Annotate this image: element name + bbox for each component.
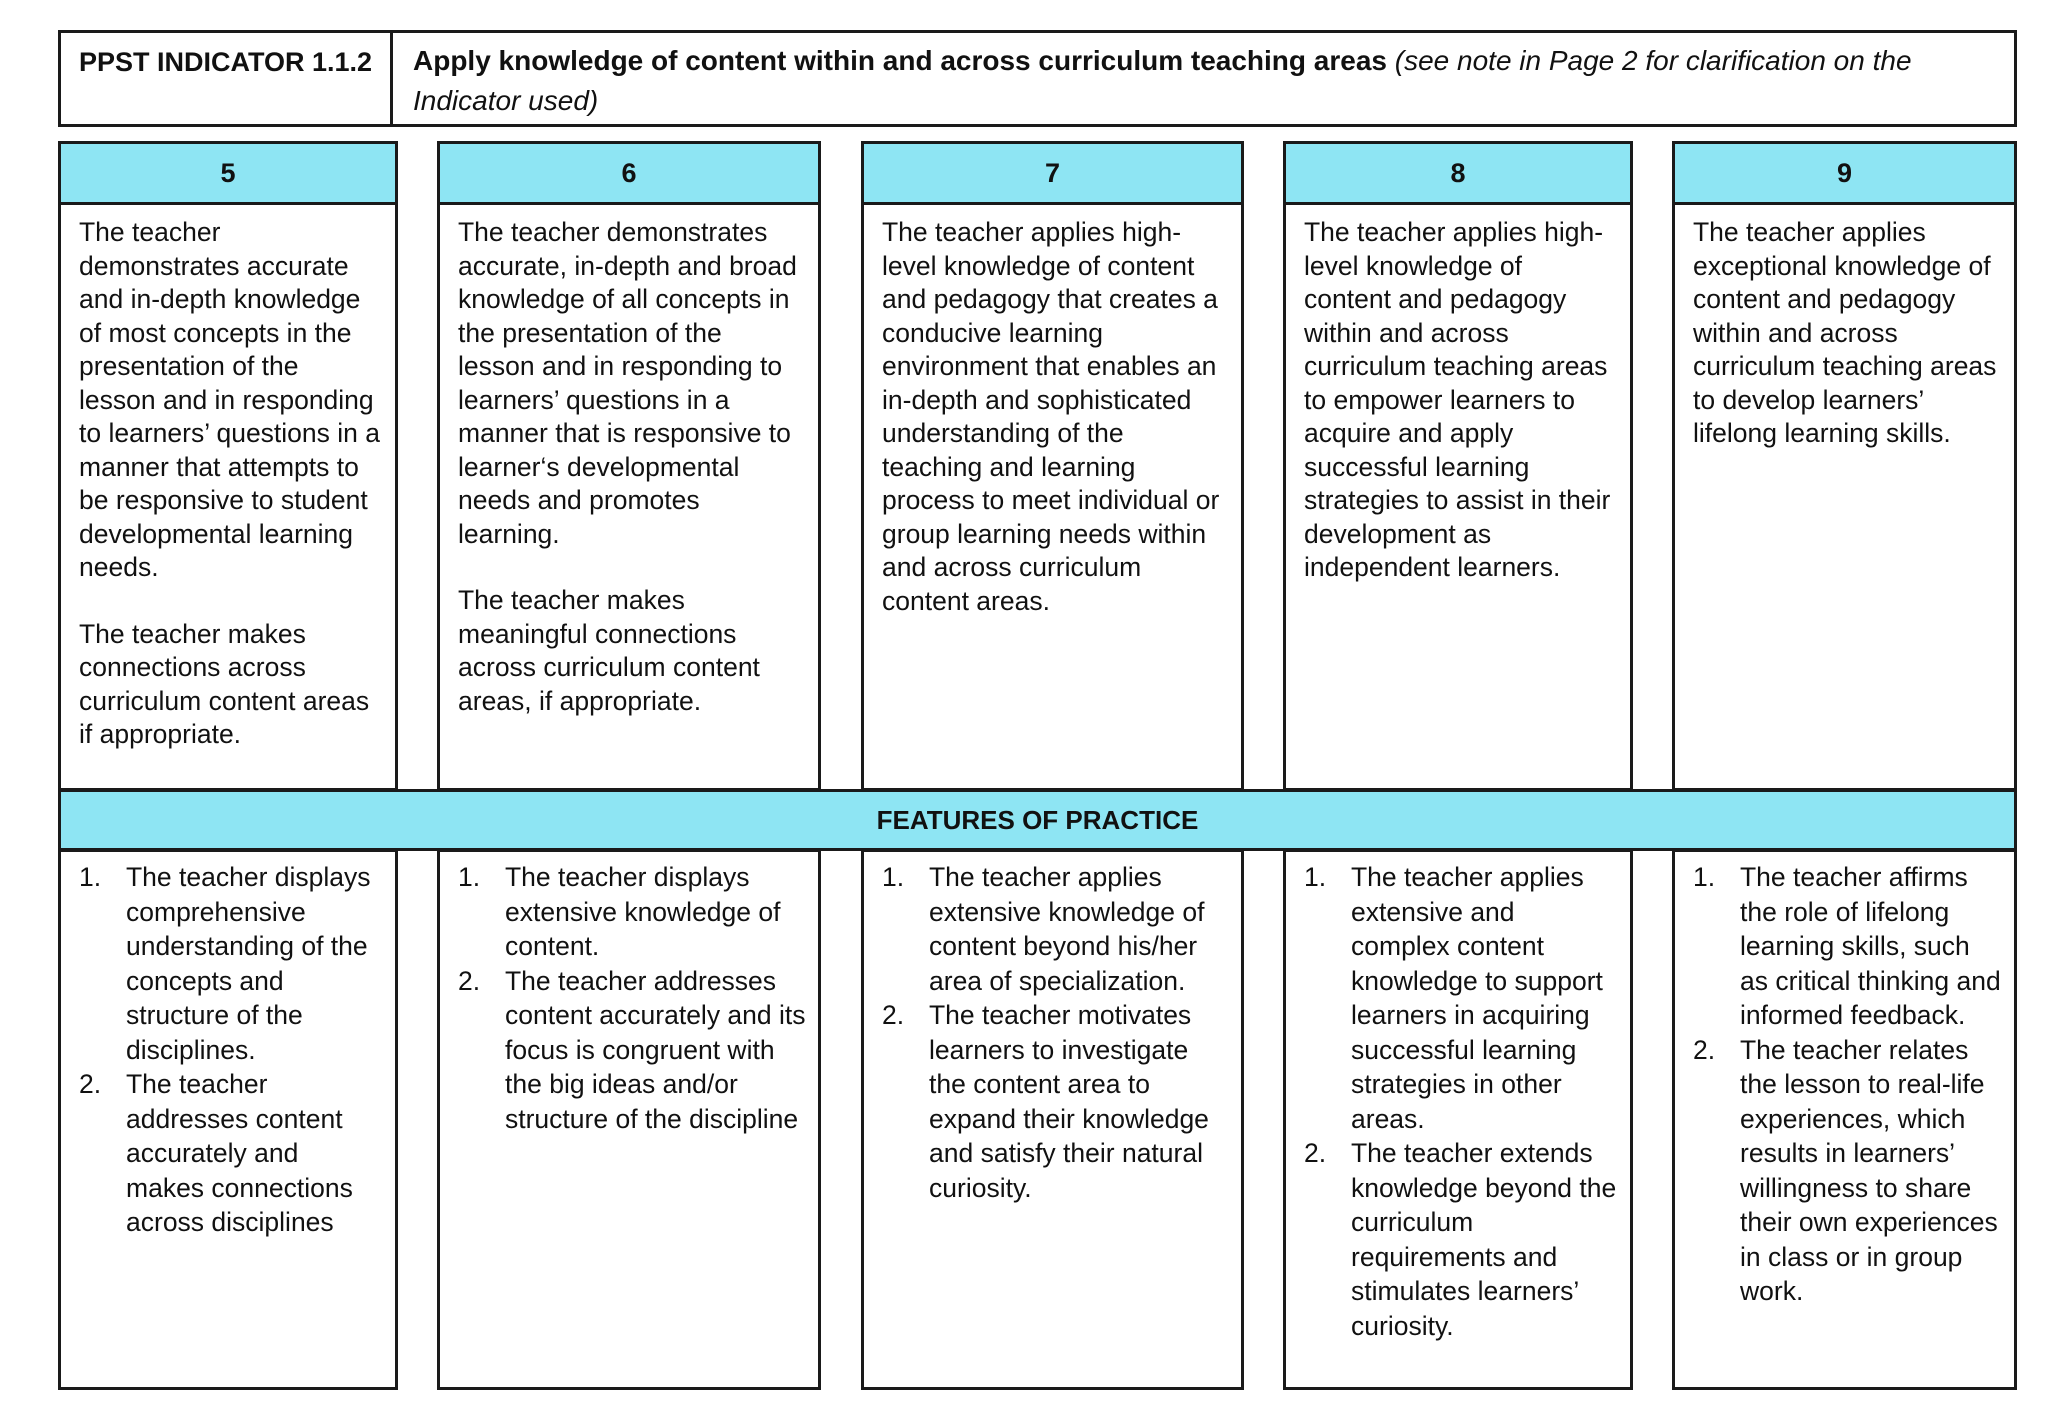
list-item xyxy=(1693,1033,2002,1309)
features-heading xyxy=(58,789,2017,851)
level-header-5 xyxy=(58,141,398,205)
list-item xyxy=(1693,860,2002,1033)
level-header-6 xyxy=(437,141,821,205)
features-list xyxy=(458,860,806,1136)
indicator-note: (see note in Page 2 for clarification on the Indicator used) xyxy=(413,45,1912,116)
list-item xyxy=(458,964,806,1137)
list-number: 2. xyxy=(458,965,481,996)
list-number: 2. xyxy=(1304,1138,1327,1168)
descriptor-6 xyxy=(437,202,821,791)
features-8 xyxy=(1283,849,1633,1390)
list-number: 1. xyxy=(79,862,102,892)
descriptor-paragraph: The teacher makes connections across curriculum content areas if appropriate. xyxy=(79,618,370,749)
descriptor-paragraph: The teacher applies high-level knowledge of content and pedagogy that creates a conducive learning environment that enables an in-depth and sophisticated understanding of the teaching and learning process to meet individual or group learning needs within and across curriculum content areas. xyxy=(882,217,1220,616)
list-number: 2. xyxy=(1693,1034,1716,1065)
list-text: The teacher motivates learners to investigate the content area to expand their knowledge and satisfy their natural curiosity. xyxy=(929,1000,1209,1203)
features-5 xyxy=(58,849,398,1390)
level-number: 6 xyxy=(621,158,637,188)
features-9 xyxy=(1672,849,2017,1390)
descriptor-paragraph: The teacher makes meaningful connections across curriculum content areas, if appropriate. xyxy=(458,585,760,716)
list-number: 1. xyxy=(1693,862,1716,892)
features-list xyxy=(1304,860,1618,1343)
list-item xyxy=(1304,860,1618,1136)
list-text: The teacher displays comprehensive understanding of the concepts and structure of the disciplines. xyxy=(126,862,371,1065)
indicator-label: PPST INDICATOR 1.1.2 xyxy=(79,47,373,77)
list-item xyxy=(458,860,806,964)
features-list xyxy=(79,860,383,1240)
list-item xyxy=(79,860,383,1067)
level-number: 9 xyxy=(1836,158,1853,188)
level-number: 7 xyxy=(1044,158,1061,188)
list-text: The teacher extends knowledge beyond the curriculum requirements and stimulates learners’ curiosity. xyxy=(1351,1138,1617,1341)
list-number: 1. xyxy=(882,862,905,892)
descriptor-paragraph: The teacher demonstrates accurate, in-depth and broad knowledge of all concepts in the presentation of the lesson and in responding to learners’ questions in a manner that is responsive to learner‘s developmental needs and promotes learning. xyxy=(458,217,797,549)
list-number: 2. xyxy=(79,1069,102,1099)
list-number: 2. xyxy=(882,1000,905,1030)
descriptor-8 xyxy=(1283,202,1633,791)
level-number: 8 xyxy=(1450,158,1466,188)
list-item xyxy=(1304,1136,1618,1343)
features-heading-label: FEATURES OF PRACTICE xyxy=(876,805,1199,835)
indicator-title-cell xyxy=(390,30,2017,127)
indicator-label-cell xyxy=(58,30,393,127)
list-number: 1. xyxy=(1304,862,1327,892)
level-number: 5 xyxy=(220,158,236,188)
indicator-title: Apply knowledge of content within and across curriculum teaching areas xyxy=(413,45,1387,76)
level-header-9 xyxy=(1672,141,2017,205)
list-text: The teacher relates the lesson to real-life experiences, which results in learners’ willingness to share their own experiences in class or in group work. xyxy=(1740,1034,1998,1306)
descriptor-5 xyxy=(58,202,398,791)
descriptor-paragraph: The teacher demonstrates accurate and in-depth knowledge of most concepts in the presentation of the lesson and in responding to learners’ questions in a manner that attempts to be responsive to student developmental learning needs. xyxy=(79,217,380,582)
level-header-8 xyxy=(1283,141,1633,205)
list-item xyxy=(882,998,1229,1205)
descriptor-7 xyxy=(861,202,1244,791)
list-text: The teacher applies extensive and complex content knowledge to support learners in acquiring successful learning strategies in other areas. xyxy=(1351,862,1603,1134)
list-text: The teacher applies extensive knowledge of content beyond his/her area of specialization. xyxy=(929,862,1205,996)
list-text: The teacher affirms the role of lifelong learning skills, such as critical thinking and informed feedback. xyxy=(1740,862,2001,1030)
level-header-7 xyxy=(861,141,1244,205)
features-6 xyxy=(437,849,821,1390)
features-7 xyxy=(861,849,1244,1390)
descriptor-9 xyxy=(1672,202,2017,791)
list-number: 1. xyxy=(458,862,481,892)
list-text: The teacher addresses content accurately and makes connections across disciplines xyxy=(126,1069,353,1237)
descriptor-paragraph: The teacher applies high-level knowledge of content and pedagogy within and across curriculum teaching areas to empower learners to acquire and apply successful learning strategies to assist in their development as independent learners. xyxy=(1304,217,1611,582)
list-text: The teacher addresses content accurately and its focus is congruent with the big ideas and/or structure of the discipline xyxy=(505,965,806,1134)
list-item xyxy=(79,1067,383,1240)
features-list xyxy=(1693,860,2002,1309)
descriptor-paragraph: The teacher applies exceptional knowledge of content and pedagogy within and across curriculum teaching areas to develop learners’ lifelong learning skills. xyxy=(1693,217,1997,448)
list-text: The teacher displays extensive knowledge of content. xyxy=(505,862,781,961)
features-list xyxy=(882,860,1229,1205)
list-item xyxy=(882,860,1229,998)
